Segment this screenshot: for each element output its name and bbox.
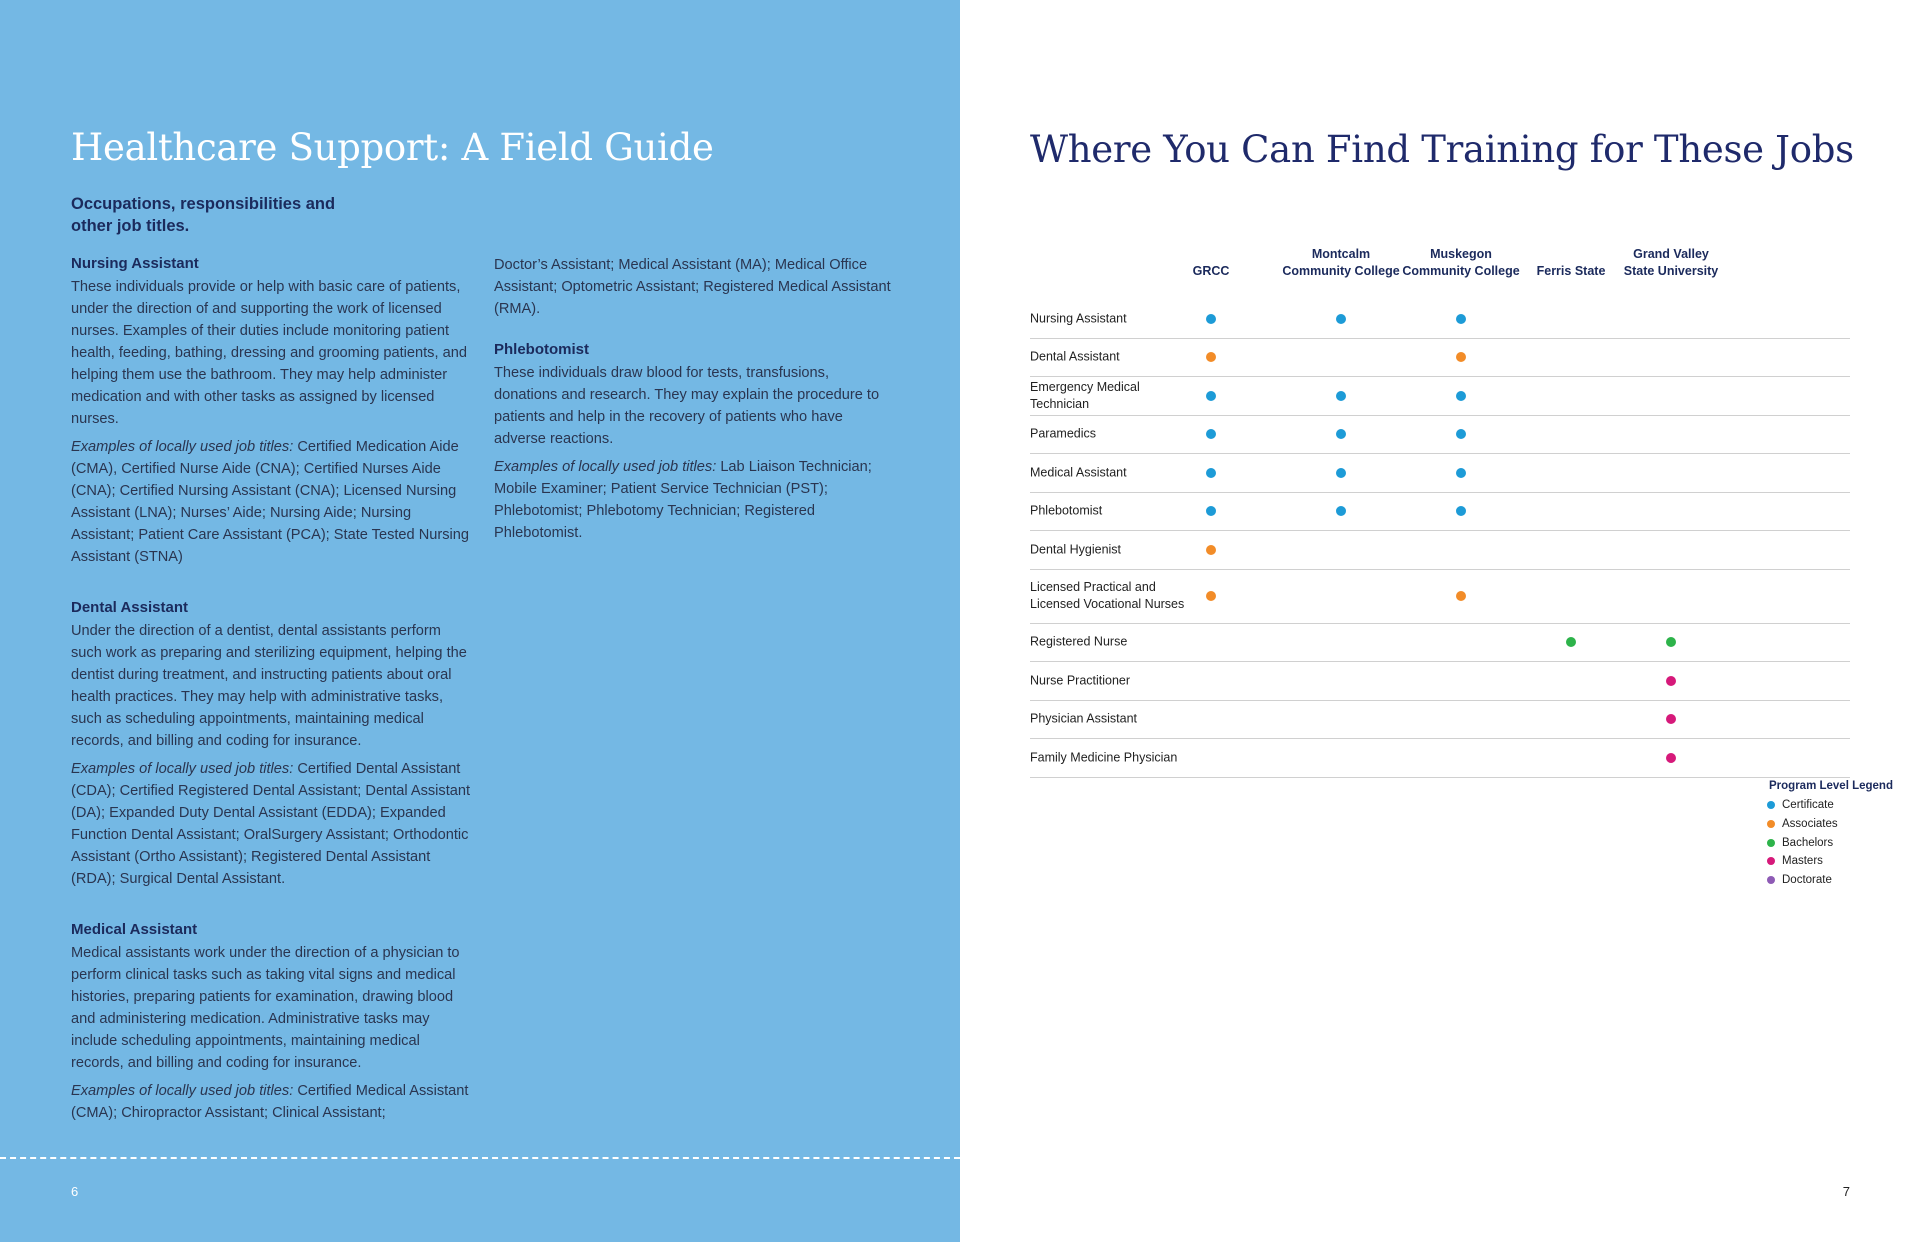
row-label: Emergency Medical Technician xyxy=(1030,379,1140,411)
examples-text: Lab Liaison Technician; Mobile Examiner; Patient Service Technician (PST); Phlebotomist; Phlebotomy Technician; Registered Phlebotomist. xyxy=(494,459,872,541)
legend-item xyxy=(1767,871,1893,890)
program-dot-certificate xyxy=(1336,468,1346,478)
section-description: These individuals provide or help with basic care of patients, under the direction of and supporting the work of licensed nurses. Examples of their duties include monitoring patient health, feeding, bathing, dressing and grooming patients, and helping them use the bathroom. They may help administer medication and with other tasks as assigned by licensed nurses. xyxy=(71,279,467,427)
program-dot-bachelors xyxy=(1566,637,1576,647)
legend-item xyxy=(1767,796,1893,815)
row-label: Dental Hygienist xyxy=(1030,542,1122,557)
examples-label: Examples of locally used job titles: xyxy=(71,439,294,455)
program-dot-associates xyxy=(1456,352,1466,362)
legend-label: Masters xyxy=(1782,855,1823,868)
column-header-line: Muskegon xyxy=(1430,247,1492,261)
program-level-legend xyxy=(1767,780,1893,889)
column-header-line xyxy=(1193,246,1230,263)
section-title: Medical Assistant xyxy=(71,921,198,938)
examples-text: Certified Medication Aide (CMA), Certified Nurse Aide (CNA); Certified Nurses Aide (CNA); Certified Nursing Assistant (CNA); Licensed Nursing Assistant (LNA); Nurses’ Aide; Nursing Aide; Nursing Assistant; Patient Care Assistant (PCA); State Tested Nursing Assistant (STNA) xyxy=(71,439,469,565)
section-examples xyxy=(494,456,894,544)
program-dot-certificate xyxy=(1336,314,1346,324)
table-row xyxy=(1030,701,1850,740)
row-label: Nursing Assistant xyxy=(1030,311,1127,326)
examples-label: Examples of locally used job titles: xyxy=(71,1083,294,1099)
section-phlebotomist xyxy=(494,340,894,544)
row-label: Medical Assistant xyxy=(1030,465,1127,480)
examples-label: Examples of locally used job titles: xyxy=(494,459,717,475)
column-left xyxy=(71,254,471,1130)
program-dot-certificate xyxy=(1336,506,1346,516)
row-label: Physician Assistant xyxy=(1030,711,1137,726)
column-header-line: Montcalm xyxy=(1311,247,1371,261)
legend-label: Certificate xyxy=(1782,799,1834,812)
legend-dot xyxy=(1767,820,1775,828)
table-row xyxy=(1030,454,1850,493)
table-row xyxy=(1030,300,1850,339)
program-dot-certificate xyxy=(1456,506,1466,516)
page-title: Where You Can Find Training for These Jobs xyxy=(1030,128,1854,171)
column-header-line: Community College xyxy=(1282,264,1400,278)
program-dot-masters xyxy=(1666,753,1676,763)
column-header-line: Grand Valley xyxy=(1633,247,1709,261)
program-dot-certificate xyxy=(1206,468,1216,478)
column-header-line: GRCC xyxy=(1192,264,1230,278)
program-dot-associates xyxy=(1456,591,1466,601)
column-right xyxy=(494,254,894,550)
dashed-divider xyxy=(0,1157,960,1159)
program-dot-certificate xyxy=(1456,468,1466,478)
examples-continued: Doctor’s Assistant; Medical Assistant (MA); Medical Office Assistant; Optometric Assistant; Registered Medical Assistant (RMA). xyxy=(494,257,891,317)
examples-text: Certified Dental Assistant (CDA); Certified Registered Dental Assistant; Dental Assistant (DA); Expanded Duty Dental Assistant (EDDA); Expanded Function Dental Assistant; OralSurgery Assistant; Orthodontic Assistant (Ortho Assistant); Registered Dental Assistant (RDA); Surgical Dental Assistant. xyxy=(71,761,471,887)
program-dot-certificate xyxy=(1336,429,1346,439)
section-title: Nursing Assistant xyxy=(71,255,199,272)
program-dot-masters xyxy=(1666,676,1676,686)
legend-label: Doctorate xyxy=(1782,874,1832,887)
examples-label: Examples of locally used job titles: xyxy=(71,761,294,777)
right-page xyxy=(960,0,1920,1242)
legend-title: Program Level Legend xyxy=(1769,780,1893,792)
section-examples xyxy=(71,436,471,568)
legend-item xyxy=(1767,852,1893,871)
row-label: Paramedics xyxy=(1030,426,1096,441)
program-dot-certificate xyxy=(1456,314,1466,324)
program-dot-certificate xyxy=(1336,391,1346,401)
examples-text: Certified Medical Assistant (CMA); Chiropractor Assistant; Clinical Assistant; xyxy=(71,1083,469,1121)
section-nursing-assistant xyxy=(71,254,471,568)
table-row xyxy=(1030,570,1850,624)
page-title: Healthcare Support: A Field Guide xyxy=(71,126,714,169)
legend-dot xyxy=(1767,801,1775,809)
section-examples xyxy=(71,1080,471,1124)
section-medical-assistant xyxy=(71,920,471,1124)
row-label: Family Medicine Physician xyxy=(1030,750,1178,765)
table-row xyxy=(1030,531,1850,570)
page-number: 6 xyxy=(71,1184,79,1199)
program-dot-certificate xyxy=(1456,391,1466,401)
legend-dot xyxy=(1767,876,1775,884)
page-subtitle: Occupations, responsibilities and other job titles. xyxy=(71,195,336,235)
program-dot-associates xyxy=(1206,545,1216,555)
column-header xyxy=(1402,246,1519,280)
legend-label: Associates xyxy=(1782,818,1838,831)
program-dot-bachelors xyxy=(1666,637,1676,647)
program-dot-certificate xyxy=(1206,506,1216,516)
legend-dot xyxy=(1767,857,1775,865)
column-header xyxy=(1193,246,1230,280)
column-header xyxy=(1537,246,1606,280)
grid-rows xyxy=(1030,300,1850,778)
legend-items xyxy=(1767,796,1893,889)
section-description: Medical assistants work under the direction of a physician to perform clinical tasks such as taking vital signs and medical histories, preparing patients for examination, drawing blood and administering medication. Administrative tasks may include scheduling appointments, maintaining medical records, and billing and coding for insurance. xyxy=(71,945,460,1071)
table-row xyxy=(1030,416,1850,455)
program-dot-certificate xyxy=(1206,429,1216,439)
column-header-line: State University xyxy=(1623,264,1719,278)
program-dot-certificate xyxy=(1206,314,1216,324)
legend-item xyxy=(1767,833,1893,852)
section-title: Phlebotomist xyxy=(494,341,590,358)
column-headers xyxy=(1030,230,1850,280)
table-row xyxy=(1030,624,1850,663)
row-label: Nurse Practitioner xyxy=(1030,673,1131,688)
legend-label: Bachelors xyxy=(1782,836,1834,849)
training-grid xyxy=(1030,230,1850,778)
program-dot-associates xyxy=(1206,591,1216,601)
section-examples xyxy=(71,758,471,890)
program-dot-certificate xyxy=(1456,429,1466,439)
program-dot-masters xyxy=(1666,714,1676,724)
row-label: Phlebotomist xyxy=(1030,503,1103,518)
table-row xyxy=(1030,739,1850,778)
table-row xyxy=(1030,339,1850,378)
program-dot-certificate xyxy=(1206,391,1216,401)
page-number: 7 xyxy=(1842,1184,1850,1199)
legend-item xyxy=(1767,815,1893,834)
section-description: These individuals draw blood for tests, transfusions, donations and research. They may explain the procedure to patients and help in the recovery of patients who have adverse reactions. xyxy=(494,365,880,447)
table-row xyxy=(1030,662,1850,701)
column-header-line: Community College xyxy=(1402,264,1520,278)
table-row xyxy=(1030,377,1850,416)
legend-dot xyxy=(1767,839,1775,847)
section-dental-assistant xyxy=(71,598,471,890)
section-description: Under the direction of a dentist, dental assistants perform such work as preparing and sterilizing equipment, helping the dentist during treatment, and instructing patients about oral health practices. They may help with administrative tasks, such as scheduling appointments, maintaining medical records, and billing and coding for insurance. xyxy=(71,623,467,749)
row-label: Registered Nurse xyxy=(1030,634,1128,649)
column-header-line xyxy=(1537,246,1606,263)
column-header xyxy=(1282,246,1399,280)
row-label: Dental Assistant xyxy=(1030,349,1120,364)
row-label: Licensed Practical and Licensed Vocational Nurses xyxy=(1030,580,1185,611)
program-dot-associates xyxy=(1206,352,1216,362)
table-row xyxy=(1030,493,1850,532)
section-title: Dental Assistant xyxy=(71,599,188,616)
column-header-line: Ferris State xyxy=(1536,264,1606,278)
column-header xyxy=(1624,246,1718,280)
